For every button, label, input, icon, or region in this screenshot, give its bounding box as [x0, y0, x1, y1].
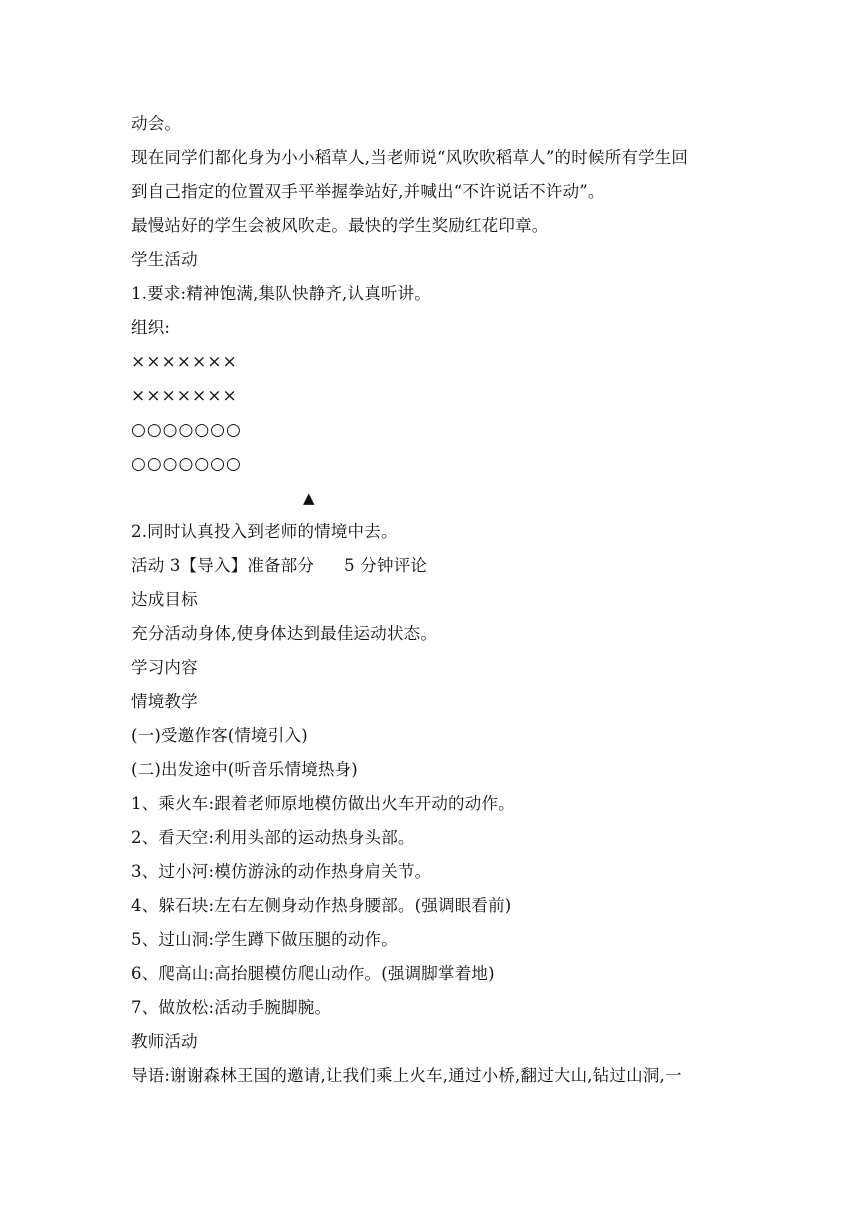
- teacher-position: [131, 481, 751, 515]
- text-line: (二)出发途中(听音乐情境热身): [131, 760, 358, 779]
- section-heading: 学习内容: [131, 658, 198, 677]
- text-line: (一)受邀作客(情境引入): [131, 726, 308, 745]
- text-line: 到自己指定的位置双手平举握拳站好,并喊出“不许说话不许动”。: [131, 182, 605, 201]
- formation-row-cross: ×××××××: [131, 352, 238, 372]
- text-line: 导语:谢谢森林王国的邀请,让我们乘上火车,通过小桥,翻过大山,钻过山洞,一: [131, 1066, 682, 1085]
- activity-duration: 5 分钟评论: [344, 556, 428, 575]
- formation-row-cross: ×××××××: [131, 386, 238, 406]
- teacher-triangle-icon: ▲: [303, 489, 315, 507]
- text-line: 最慢站好的学生会被风吹走。最快的学生奖励红花印章。: [131, 216, 549, 235]
- activity-heading: [131, 549, 751, 583]
- section-heading: 达成目标: [131, 590, 198, 609]
- formation-row-circle: ○○○○○○○: [131, 454, 242, 474]
- text-line: 1.要求:精神饱满,集队快静齐,认真听讲。: [131, 284, 431, 303]
- section-heading: 学生活动: [131, 250, 198, 269]
- text-line: 情境教学: [131, 692, 198, 711]
- text-line: 组织:: [131, 318, 171, 337]
- document-body: [131, 107, 751, 1093]
- list-item: 5、过山洞:学生蹲下做压腿的动作。: [131, 930, 398, 949]
- list-item: 6、爬高山:高抬腿模仿爬山动作。(强调脚掌着地): [131, 964, 495, 983]
- text-line: 2.同时认真投入到老师的情境中去。: [131, 522, 398, 541]
- text-line: 充分活动身体,使身体达到最佳运动状态。: [131, 624, 438, 643]
- list-item: 3、过小河:模仿游泳的动作热身肩关节。: [131, 862, 432, 881]
- list-item: 7、做放松:活动手腕脚腕。: [131, 998, 332, 1017]
- activity-title: 活动 3【导入】准备部分: [131, 556, 315, 575]
- list-item: 4、躲石块:左右左侧身动作热身腰部。(强调眼看前): [131, 896, 512, 915]
- text-line: 现在同学们都化身为小小稻草人,当老师说“风吹吹稻草人”的时候所有学生回: [131, 148, 689, 167]
- formation-row-circle: ○○○○○○○: [131, 420, 242, 440]
- text-line: 动会。: [131, 114, 182, 133]
- list-item: 1、乘火车:跟着老师原地模仿做出火车开动的动作。: [131, 794, 515, 813]
- section-heading: 教师活动: [131, 1032, 198, 1051]
- list-item: 2、看天空:利用头部的运动热身头部。: [131, 828, 415, 847]
